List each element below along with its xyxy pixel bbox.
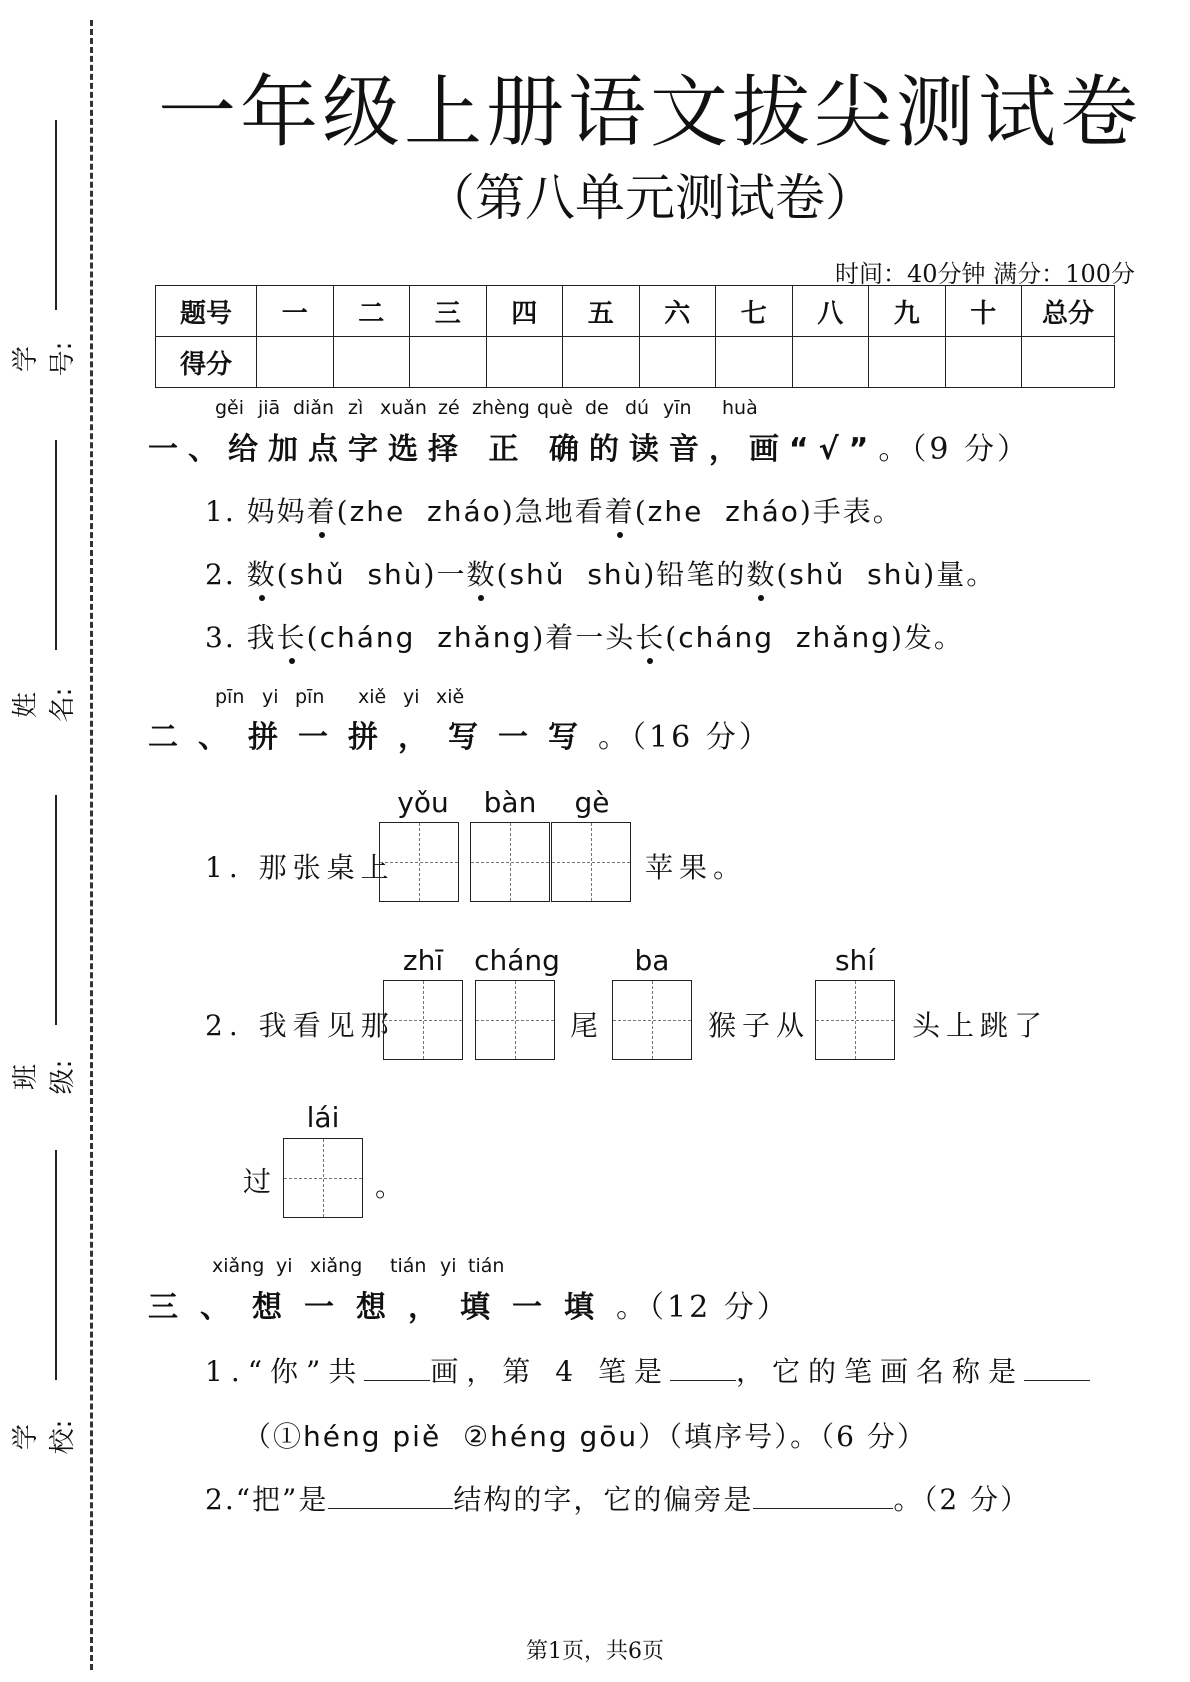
section3-pinyin: yi bbox=[276, 1255, 293, 1277]
tianzige-box[interactable] bbox=[475, 980, 555, 1060]
score-cell: 九 bbox=[869, 286, 946, 337]
score-cell: 五 bbox=[563, 286, 640, 337]
score-cell: 总分 bbox=[1022, 286, 1115, 337]
choice-shu[interactable]: shǔ shù bbox=[289, 558, 424, 591]
score-input-cell[interactable] bbox=[486, 337, 563, 388]
choice-zhe-zhao[interactable]: zhe zháo bbox=[647, 495, 800, 528]
section2-pinyin: yi bbox=[262, 686, 279, 708]
score-input-cell[interactable] bbox=[333, 337, 410, 388]
section2-q1-prefix: 1. 那张桌上 bbox=[205, 851, 395, 884]
section2-pinyin: xiě bbox=[358, 686, 387, 708]
tianzige-box[interactable] bbox=[283, 1138, 363, 1218]
grid-pinyin: zhī bbox=[402, 944, 444, 977]
score-input-cell[interactable] bbox=[792, 337, 869, 388]
score-input-cell[interactable] bbox=[716, 337, 793, 388]
section2-pinyin: xiě bbox=[436, 686, 465, 708]
section1-pinyin: zé bbox=[438, 397, 460, 419]
tianzige-box[interactable] bbox=[383, 980, 463, 1060]
tianzige-box[interactable] bbox=[379, 822, 459, 902]
fill-blank[interactable] bbox=[328, 1482, 453, 1509]
score-cell: 六 bbox=[639, 286, 716, 337]
choice-zhe-zhao[interactable]: zhe zháo bbox=[349, 495, 502, 528]
score-row-label: 得分 bbox=[156, 337, 257, 388]
choice-chang-zhang[interactable]: cháng zhǎng bbox=[678, 621, 891, 654]
section3-pinyin: yi bbox=[440, 1255, 457, 1277]
school-label: 学校: bbox=[11, 1419, 78, 1455]
section1-question-1: 1. 妈妈着(zhe zháo)急地看着(zhe zháo)手表。 bbox=[205, 490, 903, 530]
section2-q1-suffix: 苹果。 bbox=[645, 851, 748, 884]
score-cell: 二 bbox=[333, 286, 410, 337]
page-subtitle: （第八单元测试卷） bbox=[425, 169, 875, 227]
section2-pinyin: yi bbox=[403, 686, 420, 708]
score-cell: 四 bbox=[486, 286, 563, 337]
score-cell: 十 bbox=[945, 286, 1022, 337]
score-input-cell[interactable] bbox=[639, 337, 716, 388]
section3-question-1: 1.“你”共 画，第 4 笔是 ，它的笔画名称是 bbox=[205, 1350, 1090, 1390]
name-line bbox=[55, 440, 57, 650]
score-table bbox=[155, 285, 1115, 388]
score-cell: 八 bbox=[792, 286, 869, 337]
grid-pinyin: shí bbox=[834, 944, 876, 977]
section3-pinyin: xiǎng bbox=[310, 1255, 363, 1277]
section2-q2-suffix: 头上跳了 bbox=[912, 1009, 1049, 1042]
grid-pinyin: gè bbox=[574, 786, 610, 819]
score-input-cell[interactable] bbox=[410, 337, 487, 388]
class-line bbox=[55, 795, 57, 1025]
fill-blank[interactable] bbox=[1024, 1354, 1090, 1381]
section1-pinyin: zhèng bbox=[472, 397, 530, 419]
score-input-cell[interactable] bbox=[1022, 337, 1115, 388]
school-line bbox=[55, 1150, 57, 1380]
section3-title: 三、想一想，填一填。（12 分） bbox=[148, 1290, 790, 1325]
section3-pinyin: tián bbox=[468, 1255, 505, 1277]
fill-blank[interactable] bbox=[670, 1354, 736, 1381]
score-input-cell[interactable] bbox=[869, 337, 946, 388]
choice-shu[interactable]: shǔ shù bbox=[509, 558, 644, 591]
section2-pinyin: pīn bbox=[295, 686, 325, 708]
fill-blank[interactable] bbox=[364, 1354, 430, 1381]
name-label: 姓名: bbox=[11, 687, 78, 723]
grid-pinyin: bàn bbox=[483, 786, 537, 819]
score-table-header-row bbox=[156, 286, 1115, 337]
section1-title: 一、给加点字选择 正 确的读音，画“√”。（9 分） bbox=[148, 432, 1030, 467]
section1-pinyin: huà bbox=[722, 397, 758, 419]
score-table-score-row bbox=[156, 337, 1115, 388]
section1-question-3: 3. 我长(cháng zhǎng)着一头长(cháng zhǎng)发。 bbox=[205, 616, 964, 656]
section2-q2-mid2: 猴子从 bbox=[708, 1009, 811, 1042]
tianzige-box[interactable] bbox=[612, 980, 692, 1060]
tianzige-box[interactable] bbox=[815, 980, 895, 1060]
score-cell: 三 bbox=[410, 286, 487, 337]
section1-pinyin: jiā bbox=[258, 397, 281, 419]
section1-pinyin: diǎn bbox=[293, 397, 335, 419]
fill-blank[interactable] bbox=[753, 1482, 893, 1509]
section2-q2-mid1: 尾 bbox=[570, 1009, 605, 1042]
score-input-cell[interactable] bbox=[563, 337, 640, 388]
section1-pinyin: xuǎn bbox=[380, 397, 427, 419]
section1-pinyin: zì bbox=[348, 397, 364, 419]
section2-pinyin: pīn bbox=[215, 686, 245, 708]
score-cell: 一 bbox=[257, 286, 334, 337]
section2-title: 二、拼一拼，写一写。（16 分） bbox=[148, 720, 772, 755]
section2-q2b-suffix: 。 bbox=[375, 1170, 410, 1203]
section1-pinyin: dú bbox=[625, 397, 650, 419]
section2-q2b-prefix: 过 bbox=[243, 1165, 278, 1198]
score-input-cell[interactable] bbox=[945, 337, 1022, 388]
class-label: 班级: bbox=[11, 1059, 78, 1095]
grid-pinyin: yǒu bbox=[397, 786, 449, 819]
section1-pinyin: què bbox=[537, 397, 573, 419]
student-id-label: 学号: bbox=[11, 341, 78, 377]
grid-pinyin: lái bbox=[306, 1101, 340, 1134]
section1-pinyin: de bbox=[585, 397, 609, 419]
section3-pinyin: tián bbox=[390, 1255, 427, 1277]
section1-pinyin: yīn bbox=[663, 397, 692, 419]
section3-pinyin: xiǎng bbox=[212, 1255, 265, 1277]
student-id-line bbox=[55, 120, 57, 310]
section2-q2-prefix: 2. 我看见那 bbox=[205, 1009, 395, 1042]
score-cell: 七 bbox=[716, 286, 793, 337]
page-title: 一年级上册语文拔尖测试卷 bbox=[157, 68, 1142, 158]
grid-pinyin: cháng bbox=[474, 944, 560, 977]
binding-dashed-line bbox=[90, 20, 93, 1670]
page-footer: 第1页，共6页 bbox=[526, 1639, 664, 1664]
choice-shu[interactable]: shǔ shù bbox=[789, 558, 924, 591]
grid-pinyin: ba bbox=[634, 944, 670, 977]
section3-question-2: 2.“把”是 结构的字，它的偏旁是 。（2 分） bbox=[205, 1483, 1031, 1516]
section3-question-1-options: （①héng piě ②héng gōu）（填序号）。（6 分） bbox=[243, 1420, 927, 1453]
choice-chang-zhang[interactable]: cháng zhǎng bbox=[319, 621, 533, 654]
tianzige-box[interactable] bbox=[551, 822, 631, 902]
section1-pinyin: gěi bbox=[215, 397, 245, 419]
score-input-cell[interactable] bbox=[257, 337, 334, 388]
tianzige-box[interactable] bbox=[470, 822, 550, 902]
time-score-info: 时间：40分钟 满分：100分 bbox=[835, 260, 1135, 288]
section1-question-2: 2. 数(shǔ shù)一数(shǔ shù)铅笔的数(shǔ shù)量。 bbox=[205, 553, 996, 593]
score-cell: 题号 bbox=[156, 286, 257, 337]
